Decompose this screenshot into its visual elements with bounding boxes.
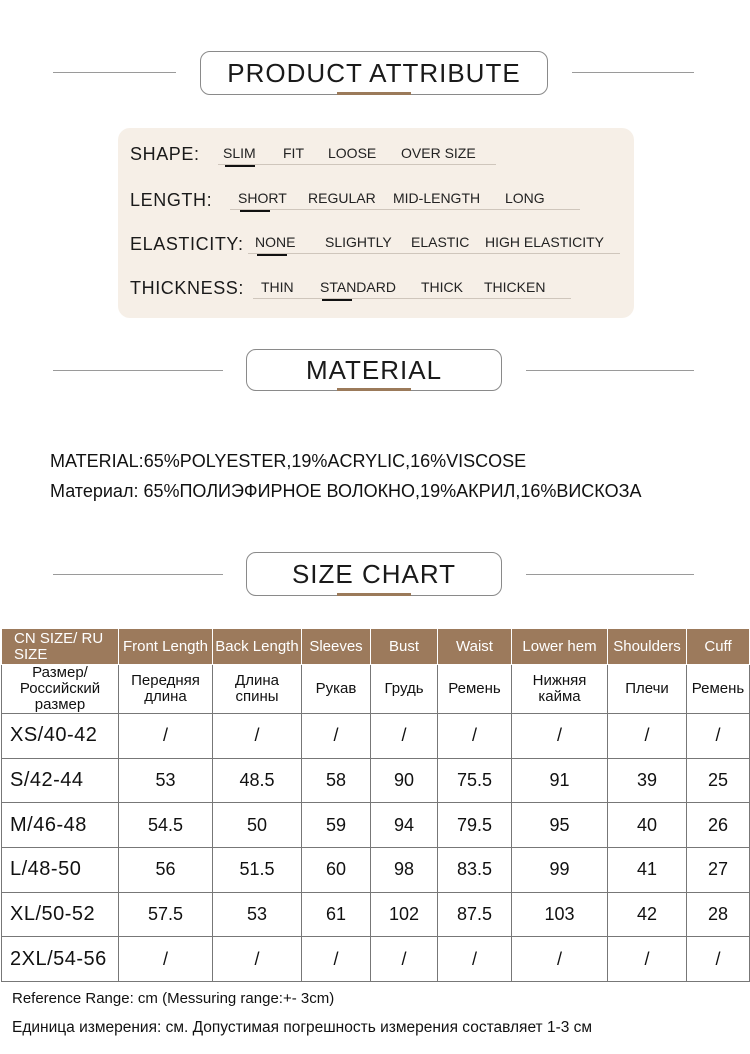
measurement-cell: 57.5 — [119, 892, 213, 937]
row-underline — [253, 298, 571, 299]
size-chart-table — [1, 628, 750, 982]
measurement-cell: 60 — [302, 848, 371, 893]
attribute-option: THICK — [421, 279, 463, 295]
table-row — [2, 848, 750, 893]
size-label-cell: L/48-50 — [2, 848, 119, 893]
row-underline — [218, 164, 496, 165]
measurement-cell: / — [512, 714, 608, 759]
section-header-attribute — [200, 51, 548, 95]
attribute-option: MID-LENGTH — [393, 190, 481, 206]
material-en — [50, 451, 526, 472]
attribute-option: SLIGHTLY — [325, 234, 392, 250]
material-ru-label: Материал: — [50, 481, 139, 501]
table-header-cell: CN SIZE/ RU SIZE — [2, 629, 119, 665]
measurement-cell: / — [119, 714, 213, 759]
divider-line — [572, 72, 694, 73]
table-header-cell: Ремень — [438, 665, 512, 714]
measurement-cell: / — [371, 937, 438, 982]
measurement-cell: / — [438, 714, 512, 759]
size-label-cell: XL/50-52 — [2, 892, 119, 937]
measurement-cell: 40 — [608, 803, 687, 848]
section-title: MATERIAL — [305, 355, 443, 385]
measurement-cell: / — [302, 937, 371, 982]
attribute-option: HIGH ELASTICITY — [485, 234, 605, 250]
attribute-row-length — [118, 187, 634, 217]
attribute-row-elasticity — [118, 231, 634, 261]
table-header-cell: Размер/ Российский размер — [2, 665, 119, 714]
table-header-cell: Длина спины — [213, 665, 302, 714]
reference-note-ru: Единица измерения: см. Допустимая погрешность измерения составляет 1-3 см — [12, 1019, 593, 1036]
section-header-size-chart — [246, 552, 502, 596]
attribute-card — [118, 128, 634, 318]
attribute-label: THICKNESS: — [130, 278, 245, 298]
measurement-cell: / — [119, 937, 213, 982]
measurement-cell: 53 — [119, 758, 213, 803]
attribute-option: FIT — [283, 145, 304, 161]
measurement-cell: / — [608, 937, 687, 982]
table-header-cell: Bust — [371, 629, 438, 665]
attribute-option-selected: STANDARD — [320, 279, 396, 295]
attribute-label: SHAPE: — [130, 144, 200, 164]
measurement-cell: 51.5 — [213, 848, 302, 893]
divider-line — [53, 370, 223, 371]
table-header-cell: Sleeves — [302, 629, 371, 665]
row-underline — [248, 253, 620, 254]
measurement-cell: 103 — [512, 892, 608, 937]
table-row — [2, 892, 750, 937]
section-title: SIZE CHART — [291, 559, 457, 589]
table-header-cell: Lower hem — [512, 629, 608, 665]
measurement-cell: 91 — [512, 758, 608, 803]
table-row — [2, 758, 750, 803]
table-header-cell: Плечи — [608, 665, 687, 714]
attribute-option: LOOSE — [328, 145, 377, 161]
measurement-cell: 95 — [512, 803, 608, 848]
section-header-material — [246, 349, 502, 391]
size-label-cell: M/46-48 — [2, 803, 119, 848]
title-accent-bar — [337, 92, 411, 95]
table-header-row-ru — [2, 665, 750, 714]
measurement-cell: / — [302, 714, 371, 759]
table-header-cell: Front Length — [119, 629, 213, 665]
measurement-cell: / — [608, 714, 687, 759]
measurement-cell: / — [371, 714, 438, 759]
measurement-cell: 27 — [687, 848, 750, 893]
title-accent-bar — [337, 388, 411, 391]
measurement-cell: / — [687, 937, 750, 982]
measurement-cell: 83.5 — [438, 848, 512, 893]
attribute-option: LONG — [505, 190, 545, 206]
measurement-cell: 102 — [371, 892, 438, 937]
measurement-cell: / — [213, 714, 302, 759]
measurement-cell: 99 — [512, 848, 608, 893]
material-en-value: 65%POLYESTER,19%ACRYLIC,16%VISCOSE — [143, 451, 527, 471]
table-header-cell: Рукав — [302, 665, 371, 714]
material-ru-value: 65%ПОЛИЭФИРНОЕ ВОЛОКНО,19%АКРИЛ,16%ВИСКОЗА — [143, 481, 642, 501]
measurement-cell: / — [213, 937, 302, 982]
attribute-option-selected: SLIM — [223, 145, 256, 161]
table-row — [2, 714, 750, 759]
table-row — [2, 803, 750, 848]
measurement-cell: 90 — [371, 758, 438, 803]
size-label-cell: S/42-44 — [2, 758, 119, 803]
attribute-option: OVER SIZE — [401, 145, 476, 161]
attribute-option-selected: NONE — [255, 234, 296, 250]
attribute-option: ELASTIC — [411, 234, 470, 250]
measurement-cell: 28 — [687, 892, 750, 937]
measurement-cell: / — [687, 714, 750, 759]
measurement-cell: 39 — [608, 758, 687, 803]
measurement-cell: 25 — [687, 758, 750, 803]
material-en-label: MATERIAL: — [50, 451, 144, 471]
table-row — [2, 937, 750, 982]
table-header-cell: Back Length — [213, 629, 302, 665]
attribute-label: ELASTICITY: — [130, 234, 244, 254]
reference-note-en: Reference Range: cm (Messuring range:+- 3cm) — [12, 990, 335, 1007]
table-header-row-en — [2, 629, 750, 665]
material-ru — [50, 481, 641, 502]
table-header-cell: Waist — [438, 629, 512, 665]
measurement-cell: 94 — [371, 803, 438, 848]
measurement-cell: 48.5 — [213, 758, 302, 803]
measurement-cell: 98 — [371, 848, 438, 893]
measurement-cell: 53 — [213, 892, 302, 937]
divider-line — [526, 574, 694, 575]
measurement-cell: 41 — [608, 848, 687, 893]
measurement-cell: 79.5 — [438, 803, 512, 848]
section-title: PRODUCT ATTRIBUTE — [227, 58, 521, 88]
measurement-cell: / — [512, 937, 608, 982]
divider-line — [53, 574, 223, 575]
divider-line — [526, 370, 694, 371]
attribute-option-selected: SHORT — [238, 190, 287, 206]
measurement-cell: 87.5 — [438, 892, 512, 937]
measurement-cell: 61 — [302, 892, 371, 937]
size-table-body — [2, 714, 750, 982]
row-underline — [230, 209, 580, 210]
table-header-cell: Грудь — [371, 665, 438, 714]
attribute-option: THIN — [261, 279, 294, 295]
measurement-cell: 26 — [687, 803, 750, 848]
attribute-option: REGULAR — [308, 190, 376, 206]
size-label-cell: 2XL/54-56 — [2, 937, 119, 982]
measurement-cell: 54.5 — [119, 803, 213, 848]
measurement-cell: / — [438, 937, 512, 982]
title-accent-bar — [337, 593, 411, 596]
measurement-cell: 59 — [302, 803, 371, 848]
measurement-cell: 75.5 — [438, 758, 512, 803]
table-header-cell: Shoulders — [608, 629, 687, 665]
measurement-cell: 42 — [608, 892, 687, 937]
table-header-cell: Ремень — [687, 665, 750, 714]
attribute-row-thickness — [118, 276, 634, 306]
attribute-row-shape — [118, 142, 634, 172]
measurement-cell: 56 — [119, 848, 213, 893]
measurement-cell: 50 — [213, 803, 302, 848]
divider-line — [53, 72, 176, 73]
table-header-cell: Cuff — [687, 629, 750, 665]
measurement-cell: 58 — [302, 758, 371, 803]
table-header-cell: Передняя длина — [119, 665, 213, 714]
attribute-label: LENGTH: — [130, 190, 213, 210]
size-label-cell: XS/40-42 — [2, 714, 119, 759]
table-header-cell: Нижняя кайма — [512, 665, 608, 714]
attribute-option: THICKEN — [484, 279, 546, 295]
